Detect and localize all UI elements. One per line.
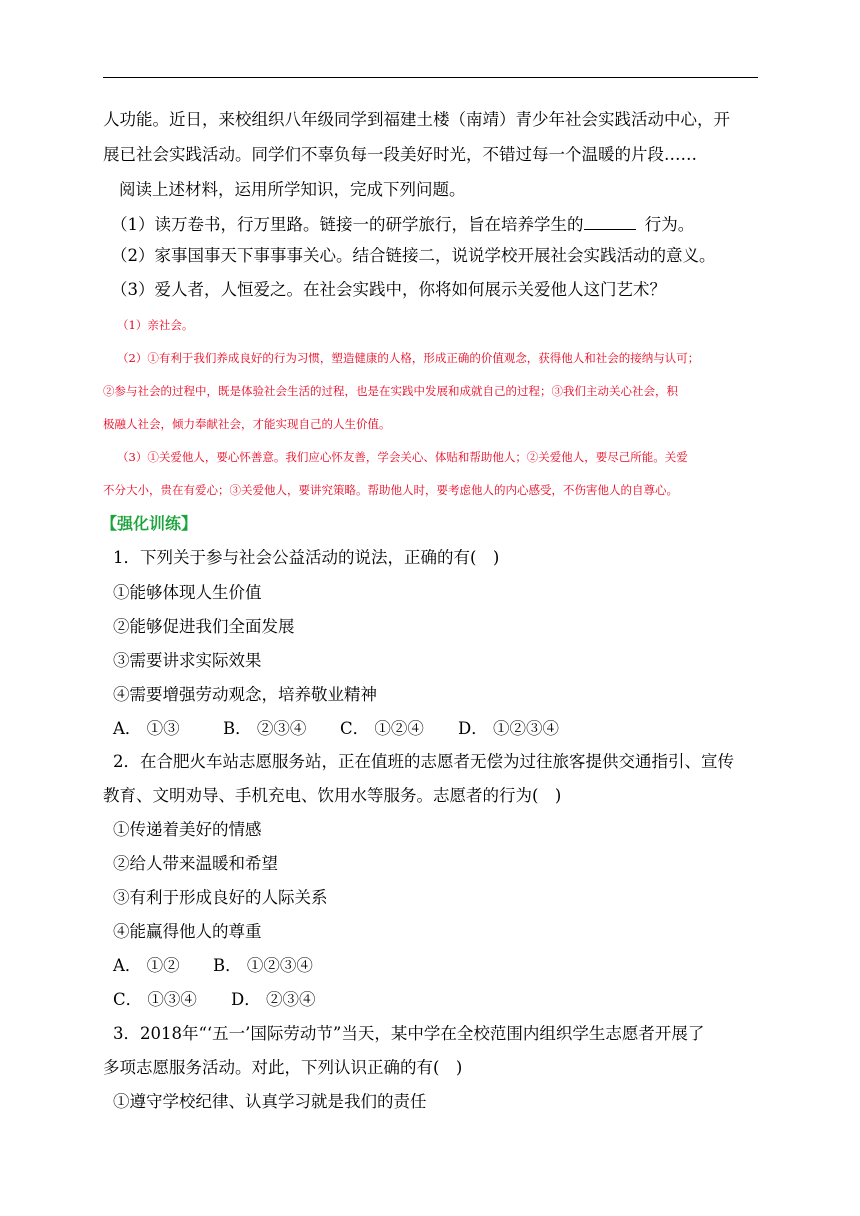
option-a[interactable]: A． ①② xyxy=(113,956,180,975)
question-1-text: （1）读万卷书，行万里路。链接一的研学旅行，旨在培养学生的 xyxy=(111,215,584,234)
exercise-1-options xyxy=(113,719,559,739)
option-c[interactable]: C． ①③④ xyxy=(113,990,197,1009)
question-1-tail: 行为。 xyxy=(644,215,695,234)
exercise-3-stem-line-1: 3．2018年“‘五一’国际劳动节”当天，某中学在全校范围内组织学生志愿者开展了 xyxy=(113,1024,705,1043)
material-line-1: 人功能。近日，来校组织八年级同学到福建土楼（南靖）青少年社会实践活动中心，开 xyxy=(103,110,730,129)
exercise-2-item-2: ②给人带来温暖和希望 xyxy=(113,854,278,873)
exercise-3-item-1: ①遵守学校纪律、认真学习就是我们的责任 xyxy=(113,1092,427,1111)
option-d[interactable]: D． ①②③④ xyxy=(458,719,559,738)
exercise-3-stem-line-2: 多项志愿服务活动。对此，下列认识正确的有( ) xyxy=(103,1058,463,1077)
exercise-2-item-3: ③有利于形成良好的人际关系 xyxy=(113,888,328,907)
exercise-2-item-1: ①传递着美好的情感 xyxy=(113,820,262,839)
answer-2-line-3: 极融人社会，倾力奉献社会，才能实现自己的人生价值。 xyxy=(103,417,391,431)
option-c[interactable]: C． ①②④ xyxy=(340,719,424,738)
answer-2-line-1: （2）①有利于我们养成良好的行为习惯，塑造健康的人格，形成正确的价值观念，获得他人和社会的接纳与认可； xyxy=(117,351,700,365)
option-b[interactable]: B． ②③④ xyxy=(223,719,307,738)
answer-1: （1）亲社会。 xyxy=(117,318,194,332)
question-3: （3）爱人者，人恒爱之。在社会实践中，你将如何展示关爱他人这门艺术？ xyxy=(111,280,666,299)
header-rule xyxy=(103,77,758,78)
exercise-1-item-1: ①能够体现人生价值 xyxy=(113,583,262,602)
answer-3-line-1: （3）①关爱他人，要心怀善意。我们应心怀友善，学会关心、体贴和帮助他人；②关爱他人，要尽己所能。关爱 xyxy=(117,450,688,464)
section-title: 【强化训练】 xyxy=(101,514,198,533)
exercise-1-stem: 1．下列关于参与社会公益活动的说法，正确的有( ) xyxy=(113,548,500,567)
answer-2-line-2: ②参与社会的过程中，既是体验社会生活的过程，也是在实践中发展和成就自己的过程；③我们主动关心社会，积 xyxy=(103,384,678,398)
answer-3-line-2: 不分大小，贵在有爱心；③关爱他人，要讲究策略。帮助他人时，要考虑他人的内心感受，不伤害他人的自尊心。 xyxy=(103,483,678,497)
exercise-2-stem-line-1: 2．在合肥火车站志愿服务站，正在值班的志愿者无偿为过往旅客提供交通指引、宣传 xyxy=(113,752,734,771)
option-b[interactable]: B． ①②③④ xyxy=(213,956,313,975)
exercise-2-options-row-2 xyxy=(113,990,315,1010)
answer-blank xyxy=(584,213,636,230)
material-line-2: 展已社会实践活动。同学们不辜负每一段美好时光，不错过每一个温暖的片段…… xyxy=(103,145,697,164)
exercise-2-stem-line-2: 教育、文明劝导、手机充电、饮用水等服务。志愿者的行为( ) xyxy=(103,786,562,805)
exercise-2-options-row-1 xyxy=(113,956,313,976)
question-1 xyxy=(111,213,694,235)
exercise-1-item-3: ③需要讲求实际效果 xyxy=(113,651,262,670)
question-2: （2）家事国事天下事事事关心。结合链接二，说说学校开展社会实践活动的意义。 xyxy=(111,246,716,265)
exercise-1-item-2: ②能够促进我们全面发展 xyxy=(113,617,295,636)
option-a[interactable]: A． ①③ xyxy=(113,719,180,738)
instruction: 阅读上述材料，运用所学知识，完成下列问题。 xyxy=(119,180,466,199)
option-d[interactable]: D． ②③④ xyxy=(231,990,316,1009)
exercise-2-item-4: ④能赢得他人的尊重 xyxy=(113,922,262,941)
exercise-1-item-4: ④需要增强劳动观念，培养敬业精神 xyxy=(113,685,377,704)
